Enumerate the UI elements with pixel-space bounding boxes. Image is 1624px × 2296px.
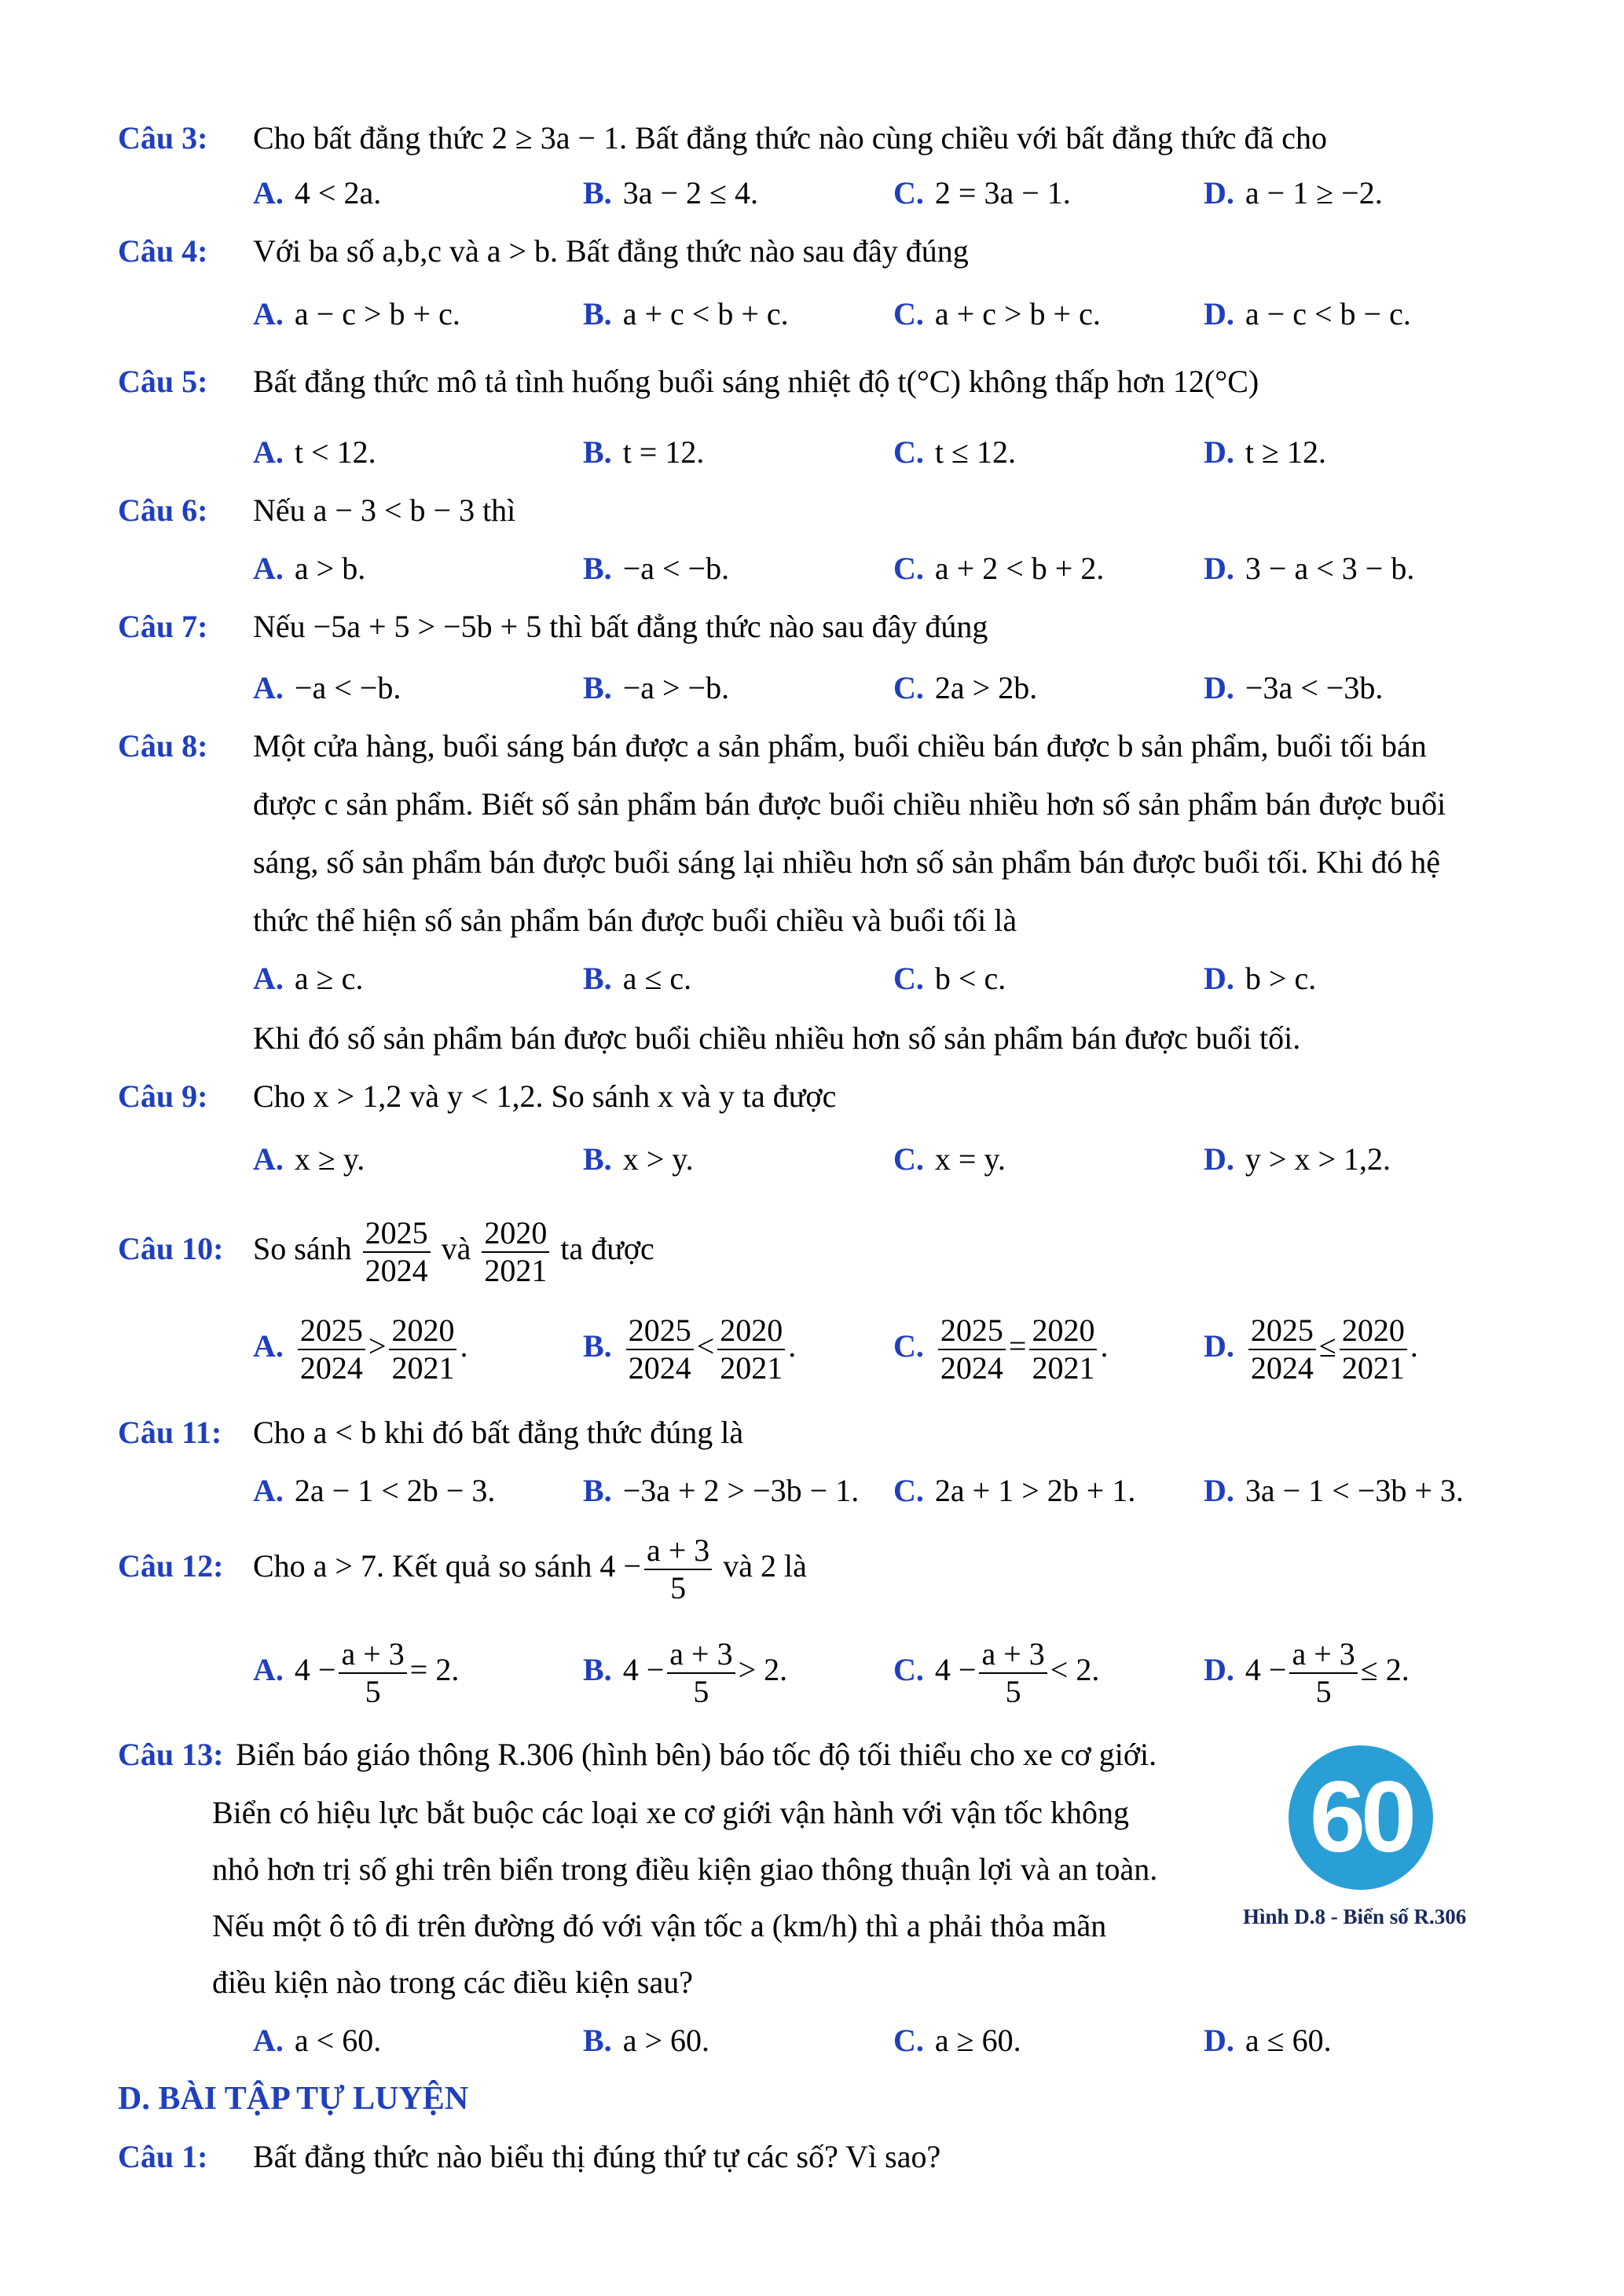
option-d[interactable]: D. 3 − a < 3 − b. [1204, 551, 1415, 586]
question-text-line: được c sản phẩm. Biết số sản phẩm bán được buổi chiều nhiều hơn số sản phẩm bán được buổi [253, 786, 1446, 822]
option-c[interactable]: C. a + 2 < b + 2. [893, 551, 1105, 586]
question-text-line: Biển có hiệu lực bắt buộc các loại xe cơ giới vận hành với vận tốc không [212, 1795, 1130, 1830]
question-text: Nếu −5a + 5 > −5b + 5 thì bất đẳng thức nào sau đây đúng [253, 609, 988, 644]
option-a[interactable]: A. a < 60. [253, 2023, 382, 2058]
question-text: Với ba số a,b,c và a > b. Bất đẳng thức nào sau đây đúng [253, 233, 969, 269]
question-text: Cho bất đẳng thức 2 ≥ 3a − 1. Bất đẳng thức nào cùng chiều với bất đẳng thức đã cho [253, 120, 1328, 156]
question-label: Câu 10: [118, 1231, 224, 1266]
option-a[interactable]: A. a − c > b + c. [253, 296, 460, 331]
question-text: Cho a < b khi đó bất đẳng thức đúng là [253, 1415, 744, 1450]
speed-sign [1289, 1745, 1433, 1890]
question-label: Câu 7: [118, 609, 208, 644]
option-c[interactable]: C. 4 − $\frac{a + 3}{5}$ < 2. [893, 1635, 1100, 1709]
option-b[interactable]: B. −a > −b. [583, 670, 730, 705]
option-d[interactable]: D. b > c. [1204, 961, 1317, 996]
option-a[interactable]: A. a ≥ c. [253, 961, 364, 996]
option-d[interactable]: D. a − c < b − c. [1204, 296, 1411, 331]
question-text-line: sáng, số sản phẩm bán được buổi sáng lại nhiều hơn số sản phẩm bán được buổi tối. Khi đó hệ [253, 844, 1441, 880]
option-b[interactable]: B. $\frac{2025}{2024}$ < $\frac{2020}{2021}$ . [583, 1312, 797, 1386]
option-b[interactable]: B. t = 12. [583, 434, 705, 470]
option-a[interactable]: A. −a < −b. [253, 670, 401, 705]
option-c[interactable]: C. 2a > 2b. [893, 670, 1038, 705]
option-b[interactable]: B. a > 60. [583, 2023, 709, 2058]
question-text-line: thức thể hiện số sản phẩm bán được buổi chiều và buổi tối là [253, 903, 1017, 938]
question-text-line: nhỏ hơn trị số ghi trên biển trong điều kiện giao thông thuận lợi và an toàn. [212, 1851, 1158, 1887]
question-text-line: Nếu một ô tô đi trên đường đó với vận tốc a (km/h) thì a phải thỏa mãn [212, 1908, 1107, 1943]
option-c[interactable]: C. $\frac{2025}{2024}$ = $\frac{2020}{2021}$ . [893, 1312, 1109, 1386]
question-note: Khi đó số sản phẩm bán được buổi chiều nhiều hơn số sản phẩm bán được buổi tối. [253, 1020, 1301, 1056]
option-b[interactable]: B. 4 − $\frac{a + 3}{5}$ > 2. [583, 1635, 788, 1709]
question-label: Câu 8: [118, 728, 208, 764]
fraction: $\frac{a + 3}{5}$ [644, 1532, 712, 1606]
question-text: Nếu a − 3 < b − 3 thì [253, 493, 516, 528]
question-label: Câu 9: [118, 1078, 208, 1114]
question-text-line: điều kiện nào trong các điều kiện sau? [212, 1965, 693, 2000]
question-text: Bất đẳng thức nào biểu thị đúng thứ tự các số? Vì sao? [253, 2139, 941, 2174]
option-b[interactable]: B. x > y. [583, 1141, 694, 1177]
option-a[interactable]: A. $\frac{2025}{2024}$ > $\frac{2020}{2021}$ . [253, 1312, 468, 1386]
option-c[interactable]: C. 2 = 3a − 1. [893, 175, 1071, 211]
option-d[interactable]: D. 4 − $\frac{a + 3}{5}$ ≤ 2. [1204, 1635, 1410, 1709]
option-d[interactable]: D. $\frac{2025}{2024}$ ≤ $\frac{2020}{2021}$ . [1204, 1312, 1418, 1386]
fraction: $\frac{2020}{2021}$ [482, 1215, 549, 1289]
option-b[interactable]: B. a ≤ c. [583, 961, 692, 996]
question-label: Câu 6: [118, 493, 208, 528]
option-d[interactable]: D. 3a − 1 < −3b + 3. [1204, 1473, 1464, 1508]
option-a[interactable]: A. 4 < 2a. [253, 175, 382, 211]
question-label: Câu 13: [118, 1737, 224, 1772]
question-text-line: Biển báo giáo thông R.306 (hình bên) báo tốc độ tối thiểu cho xe cơ giới. [236, 1737, 1157, 1772]
section-heading: D. BÀI TẬP TỰ LUYỆN [118, 2081, 469, 2117]
option-c[interactable]: C. t ≤ 12. [893, 434, 1016, 470]
question-label: Câu 1: [118, 2139, 208, 2174]
question-text: Cho a > 7. Kết quả so sánh 4 − $\frac{a + 3}{5}$ và 2 là [253, 1532, 807, 1606]
option-a[interactable]: A. t < 12. [253, 434, 376, 470]
option-b[interactable]: B. 3a − 2 ≤ 4. [583, 175, 758, 211]
question-label: Câu 3: [118, 120, 208, 156]
fraction: $\frac{2025}{2024}$ [363, 1215, 431, 1289]
option-b[interactable]: B. −a < −b. [583, 551, 730, 586]
option-c[interactable]: C. b < c. [893, 961, 1006, 996]
question-label: Câu 11: [118, 1415, 222, 1450]
question-label: Câu 5: [118, 364, 208, 399]
option-b[interactable]: B. −3a + 2 > −3b − 1. [583, 1473, 860, 1508]
question-label: Câu 4: [118, 233, 208, 269]
option-d[interactable]: D. a ≤ 60. [1204, 2023, 1332, 2058]
option-a[interactable]: A. a > b. [253, 551, 366, 586]
question-text: Bất đẳng thức mô tả tình huống buổi sáng nhiệt độ t(°C) không thấp hơn 12(°C) [253, 364, 1259, 399]
option-a[interactable]: A. x ≥ y. [253, 1141, 365, 1177]
option-c[interactable]: C. a + c > b + c. [893, 296, 1101, 331]
option-c[interactable]: C. a ≥ 60. [893, 2023, 1021, 2058]
speed-sign-value: 60 [1309, 1761, 1413, 1873]
question-label: Câu 12: [118, 1548, 224, 1584]
option-a[interactable]: A. 4 − $\frac{a + 3}{5}$ = 2. [253, 1635, 460, 1709]
option-d[interactable]: D. −3a < −3b. [1204, 670, 1384, 705]
option-d[interactable]: D. y > x > 1,2. [1204, 1141, 1391, 1177]
option-d[interactable]: D. t ≥ 12. [1204, 434, 1326, 470]
option-a[interactable]: A. 2a − 1 < 2b − 3. [253, 1473, 496, 1508]
option-b[interactable]: B. a + c < b + c. [583, 296, 789, 331]
question-text: Cho x > 1,2 và y < 1,2. So sánh x và y ta được [253, 1078, 837, 1114]
option-c[interactable]: C. x = y. [893, 1141, 1006, 1177]
option-c[interactable]: C. 2a + 1 > 2b + 1. [893, 1473, 1136, 1508]
question-text: So sánh $\frac{2025}{2024}$ và $\frac{2020}{2021}$ ta được [253, 1214, 654, 1288]
option-d[interactable]: D. a − 1 ≥ −2. [1204, 175, 1383, 211]
question-text-line: Một cửa hàng, buổi sáng bán được a sản phẩm, buổi chiều bán được b sản phẩm, buổi tối bán [253, 728, 1427, 764]
figure-caption: Hình D.8 - Biển số R.306 [1243, 1905, 1467, 1928]
